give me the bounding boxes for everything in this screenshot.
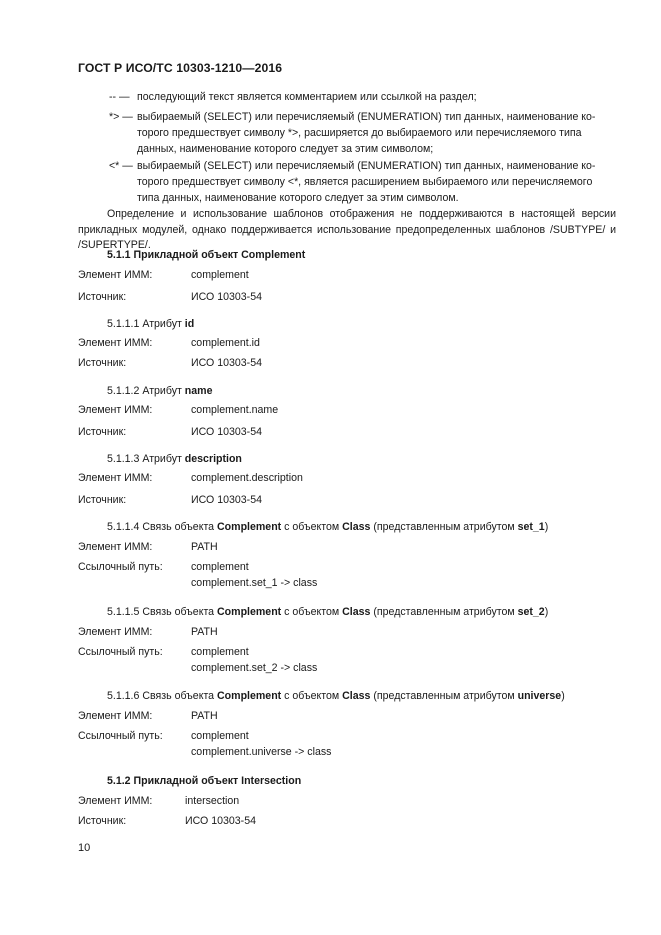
element-value: complement.id xyxy=(191,337,260,349)
element-value: PATH xyxy=(191,710,218,722)
source-label: Источник: xyxy=(78,357,127,369)
element-value: intersection xyxy=(185,795,240,807)
refpath-line-1: complement xyxy=(191,561,249,573)
source-value: ИСО 10303-54 xyxy=(191,291,262,303)
refpath-label: Ссылочный путь: xyxy=(78,561,163,573)
source-value: ИСО 10303-54 xyxy=(185,815,256,827)
element-label: Элемент ИММ: xyxy=(78,710,153,722)
source-value: ИСО 10303-54 xyxy=(191,494,262,506)
source-label: Источник: xyxy=(78,426,127,438)
element-label: Элемент ИММ: xyxy=(78,269,153,281)
element-label: Элемент ИММ: xyxy=(78,404,153,416)
attr-id-heading: 5.1.1.1 Атрибут id xyxy=(107,318,195,330)
source-label: Источник: xyxy=(78,291,127,303)
relation-set1-heading: 5.1.1.4 Связь объекта Complement с объектом Class (представленным атрибутом set_1) xyxy=(107,521,549,533)
refpath-line-2: complement.universe -> class xyxy=(191,746,332,758)
symbol-extends-desc-3: данных, наименование которого следует за этим символом; xyxy=(137,143,434,155)
symbol-extends-desc-1: выбираемый (SELECT) или перечисляемый (ENUMERATION) тип данных, наименование ко- xyxy=(137,111,596,123)
section-5-1-2-heading: 5.1.2 Прикладной объект Intersection xyxy=(107,775,302,787)
refpath-label: Ссылочный путь: xyxy=(78,646,163,658)
source-label: Источник: xyxy=(78,494,127,506)
symbol-extends-desc-2: торого предшествует символу *>, расширяется до выбираемого или перечисляемого типа xyxy=(137,127,582,139)
document-header: ГОСТ Р ИСО/ТС 10303-1210—2016 xyxy=(78,61,283,75)
element-value: complement.description xyxy=(191,472,303,484)
element-label: Элемент ИММ: xyxy=(78,337,153,349)
attr-name-heading: 5.1.1.2 Атрибут name xyxy=(107,385,213,397)
refpath-label: Ссылочный путь: xyxy=(78,730,163,742)
element-label: Элемент ИММ: xyxy=(78,472,153,484)
source-value: ИСО 10303-54 xyxy=(191,426,262,438)
element-value: complement xyxy=(191,269,249,281)
symbol-extension-desc-3: типа данных, наименование которого следует за этим символом. xyxy=(137,192,459,204)
symbol-comment: -- — xyxy=(109,91,130,103)
refpath-line-1: complement xyxy=(191,730,249,742)
symbol-comment-desc: последующий текст является комментарием или ссылкой на раздел; xyxy=(137,91,477,103)
source-label: Источник: xyxy=(78,815,127,827)
element-label: Элемент ИММ: xyxy=(78,541,153,553)
element-value: PATH xyxy=(191,626,218,638)
symbol-extension: <* — xyxy=(109,160,133,172)
page-number: 10 xyxy=(78,842,91,854)
refpath-line-1: complement xyxy=(191,646,249,658)
relation-universe-heading: 5.1.1.6 Связь объекта Complement с объектом Class (представленным атрибутом universe) xyxy=(107,690,565,702)
element-value: complement.name xyxy=(191,404,279,416)
refpath-line-2: complement.set_1 -> class xyxy=(191,577,318,589)
section-5-1-1-heading: 5.1.1 Прикладной объект Complement xyxy=(107,249,306,261)
element-label: Элемент ИММ: xyxy=(78,626,153,638)
symbol-extends: *> — xyxy=(109,111,133,123)
symbol-extension-desc-1: выбираемый (SELECT) или перечисляемый (ENUMERATION) тип данных, наименование ко- xyxy=(137,160,596,172)
element-label: Элемент ИММ: xyxy=(78,795,153,807)
relation-set2-heading: 5.1.1.5 Связь объекта Complement с объектом Class (представленным атрибутом set_2) xyxy=(107,606,549,618)
source-value: ИСО 10303-54 xyxy=(191,357,262,369)
attr-description-heading: 5.1.1.3 Атрибут description xyxy=(107,453,242,465)
symbol-extension-desc-2: торого предшествует символу <*, является расширением выбираемого или перечисляемого xyxy=(137,176,593,188)
element-value: PATH xyxy=(191,541,218,553)
intro-paragraph: Определение и использование шаблонов отображения не поддерживаются в настоящей версии прикладных модулей, однако поддерживается использование предопределенных шаблонов /SUBTYPE/ и /SUPERTYPE/. xyxy=(78,208,616,251)
refpath-line-2: complement.set_2 -> class xyxy=(191,662,318,674)
